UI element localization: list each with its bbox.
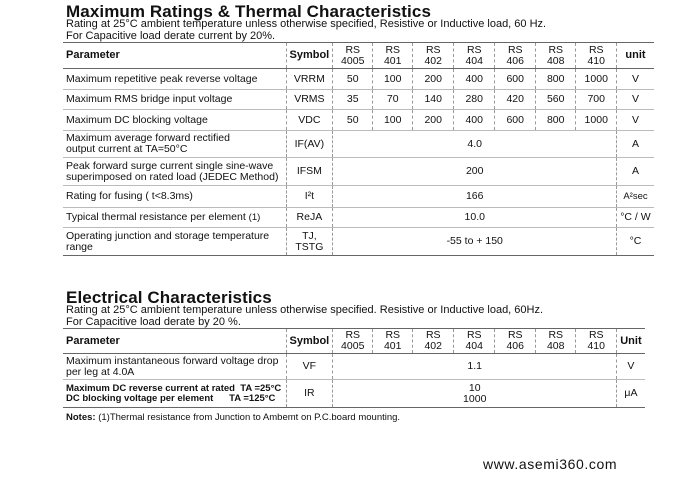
row-symbol: VRRM bbox=[286, 69, 333, 90]
row-value: 10 1000 bbox=[333, 380, 617, 408]
row-value: 1000 bbox=[576, 110, 617, 131]
table-row bbox=[63, 228, 654, 256]
row-unit: °C / W bbox=[617, 208, 654, 228]
model-header: RS 4005 bbox=[333, 329, 373, 354]
table-row bbox=[63, 186, 654, 208]
model-header: RS 402 bbox=[413, 43, 454, 69]
section2-note-line1: Rating at 25°C ambient temperature unless otherwise specified. Resistive or Inductive load, 60Hz. bbox=[66, 304, 544, 316]
model-header: RS 401 bbox=[373, 43, 413, 69]
row-param: Maximum DC blocking voltage bbox=[63, 110, 286, 131]
unit-header: Unit bbox=[617, 329, 645, 354]
row-unit: A bbox=[617, 158, 654, 186]
table-header-row bbox=[63, 329, 645, 354]
row-symbol: IR bbox=[286, 380, 333, 408]
row-value: 600 bbox=[495, 69, 536, 90]
table-row bbox=[63, 90, 654, 110]
row-value: 280 bbox=[454, 90, 495, 110]
row-value: 100 bbox=[373, 69, 413, 90]
row-value: 4.0 bbox=[333, 131, 617, 158]
row-param: Maximum average forward rectified output current at TA=50°C bbox=[63, 131, 286, 158]
table-row bbox=[63, 380, 645, 408]
row-unit: V bbox=[617, 110, 654, 131]
row-param: Rating for fusing ( t<8.3ms) bbox=[63, 186, 286, 208]
row-value: 200 bbox=[413, 110, 454, 131]
row-value: 1.1 bbox=[333, 354, 617, 380]
row-symbol: VDC bbox=[286, 110, 333, 131]
row-unit: A²sec bbox=[617, 186, 654, 208]
section2-title: Electrical Characteristics bbox=[66, 288, 272, 307]
row-value: 200 bbox=[413, 69, 454, 90]
row-param: Maximum DC reverse current at rated TA =25°C DC blocking voltage per element TA =125°C bbox=[63, 380, 286, 408]
section1-note-line1: Rating at 25°C ambient temperature unless otherwise specified, Resistive or Inductive load, 60 Hz. bbox=[66, 18, 547, 30]
section2-note-line2: For Capacitive load derate by 20 %. bbox=[66, 315, 241, 328]
row-unit: μA bbox=[617, 380, 645, 408]
parameter-header: Parameter bbox=[63, 329, 286, 354]
section1-note bbox=[66, 19, 546, 42]
row-symbol: IF(AV) bbox=[286, 131, 333, 158]
row-value: 420 bbox=[495, 90, 536, 110]
row-symbol: TJ, TSTG bbox=[286, 228, 333, 256]
section1-note-line2: For Capacitive load derate current by 20%. bbox=[66, 29, 276, 42]
ratings-table bbox=[63, 42, 654, 256]
row-unit: V bbox=[617, 354, 645, 380]
table-header-row bbox=[63, 43, 654, 69]
row-param: Maximum instantaneous forward voltage drop per leg at 4.0A bbox=[63, 354, 286, 380]
section2-note bbox=[66, 305, 543, 328]
row-param: Operating junction and storage temperature range bbox=[63, 228, 286, 256]
model-header: RS 406 bbox=[495, 329, 536, 354]
model-header: RS 408 bbox=[536, 329, 576, 354]
notes-text: (1)Thermal resistance from Junction to Ambemt on P.C.board mounting. bbox=[98, 412, 401, 423]
row-symbol: I²t bbox=[286, 186, 333, 208]
row-value: 560 bbox=[536, 90, 576, 110]
row-value: 10.0 bbox=[333, 208, 617, 228]
row-param: Maximum RMS bridge input voltage bbox=[63, 90, 286, 110]
row-param: Typical thermal resistance per element (1) bbox=[63, 208, 286, 228]
row-value: 1000 bbox=[576, 69, 617, 90]
model-header: RS 406 bbox=[495, 43, 536, 69]
row-value: 200 bbox=[333, 158, 617, 186]
row-unit: V bbox=[617, 69, 654, 90]
row-value: 50 bbox=[333, 110, 373, 131]
model-header: RS 408 bbox=[536, 43, 576, 69]
table-row bbox=[63, 354, 645, 380]
symbol-header: Symbol bbox=[286, 43, 333, 69]
row-value: 166 bbox=[333, 186, 617, 208]
row-value: 600 bbox=[495, 110, 536, 131]
row-value: 400 bbox=[454, 69, 495, 90]
website-url: www.asemi360.com bbox=[483, 456, 618, 472]
row-unit: A bbox=[617, 131, 654, 158]
model-header: RS 404 bbox=[454, 43, 495, 69]
table-row bbox=[63, 208, 654, 228]
row-value: 700 bbox=[576, 90, 617, 110]
row-value: 800 bbox=[536, 69, 576, 90]
row-symbol: ReJA bbox=[286, 208, 333, 228]
row-unit: °C bbox=[617, 228, 654, 256]
row-param: Maximum repetitive peak reverse voltage bbox=[63, 69, 286, 90]
notes-label: Notes: bbox=[66, 412, 96, 423]
row-symbol: VF bbox=[286, 354, 333, 380]
notes bbox=[66, 412, 400, 423]
row-symbol: IFSM bbox=[286, 158, 333, 186]
model-header: RS 4005 bbox=[333, 43, 373, 69]
row-symbol: VRMS bbox=[286, 90, 333, 110]
table-row bbox=[63, 69, 654, 90]
row-param: Peak forward surge current single sine-wave superimposed on rated load (JEDEC Method) bbox=[63, 158, 286, 186]
model-header: RS 404 bbox=[454, 329, 495, 354]
row-value: 70 bbox=[373, 90, 413, 110]
table-row bbox=[63, 131, 654, 158]
row-value: 50 bbox=[333, 69, 373, 90]
row-value: 800 bbox=[536, 110, 576, 131]
model-header: RS 410 bbox=[576, 329, 617, 354]
row-value: 100 bbox=[373, 110, 413, 131]
unit-header: unit bbox=[617, 43, 654, 69]
model-header: RS 402 bbox=[413, 329, 454, 354]
parameter-header: Parameter bbox=[63, 43, 286, 69]
symbol-header: Symbol bbox=[286, 329, 333, 354]
row-value: 140 bbox=[413, 90, 454, 110]
row-value: -55 to + 150 bbox=[333, 228, 617, 256]
model-header: RS 410 bbox=[576, 43, 617, 69]
electrical-table bbox=[63, 328, 645, 408]
table-row bbox=[63, 110, 654, 131]
row-value: 400 bbox=[454, 110, 495, 131]
row-unit: V bbox=[617, 90, 654, 110]
section1-title: Maximum Ratings & Thermal Characteristics bbox=[66, 2, 431, 21]
table-row bbox=[63, 158, 654, 186]
row-value: 35 bbox=[333, 90, 373, 110]
model-header: RS 401 bbox=[373, 329, 413, 354]
